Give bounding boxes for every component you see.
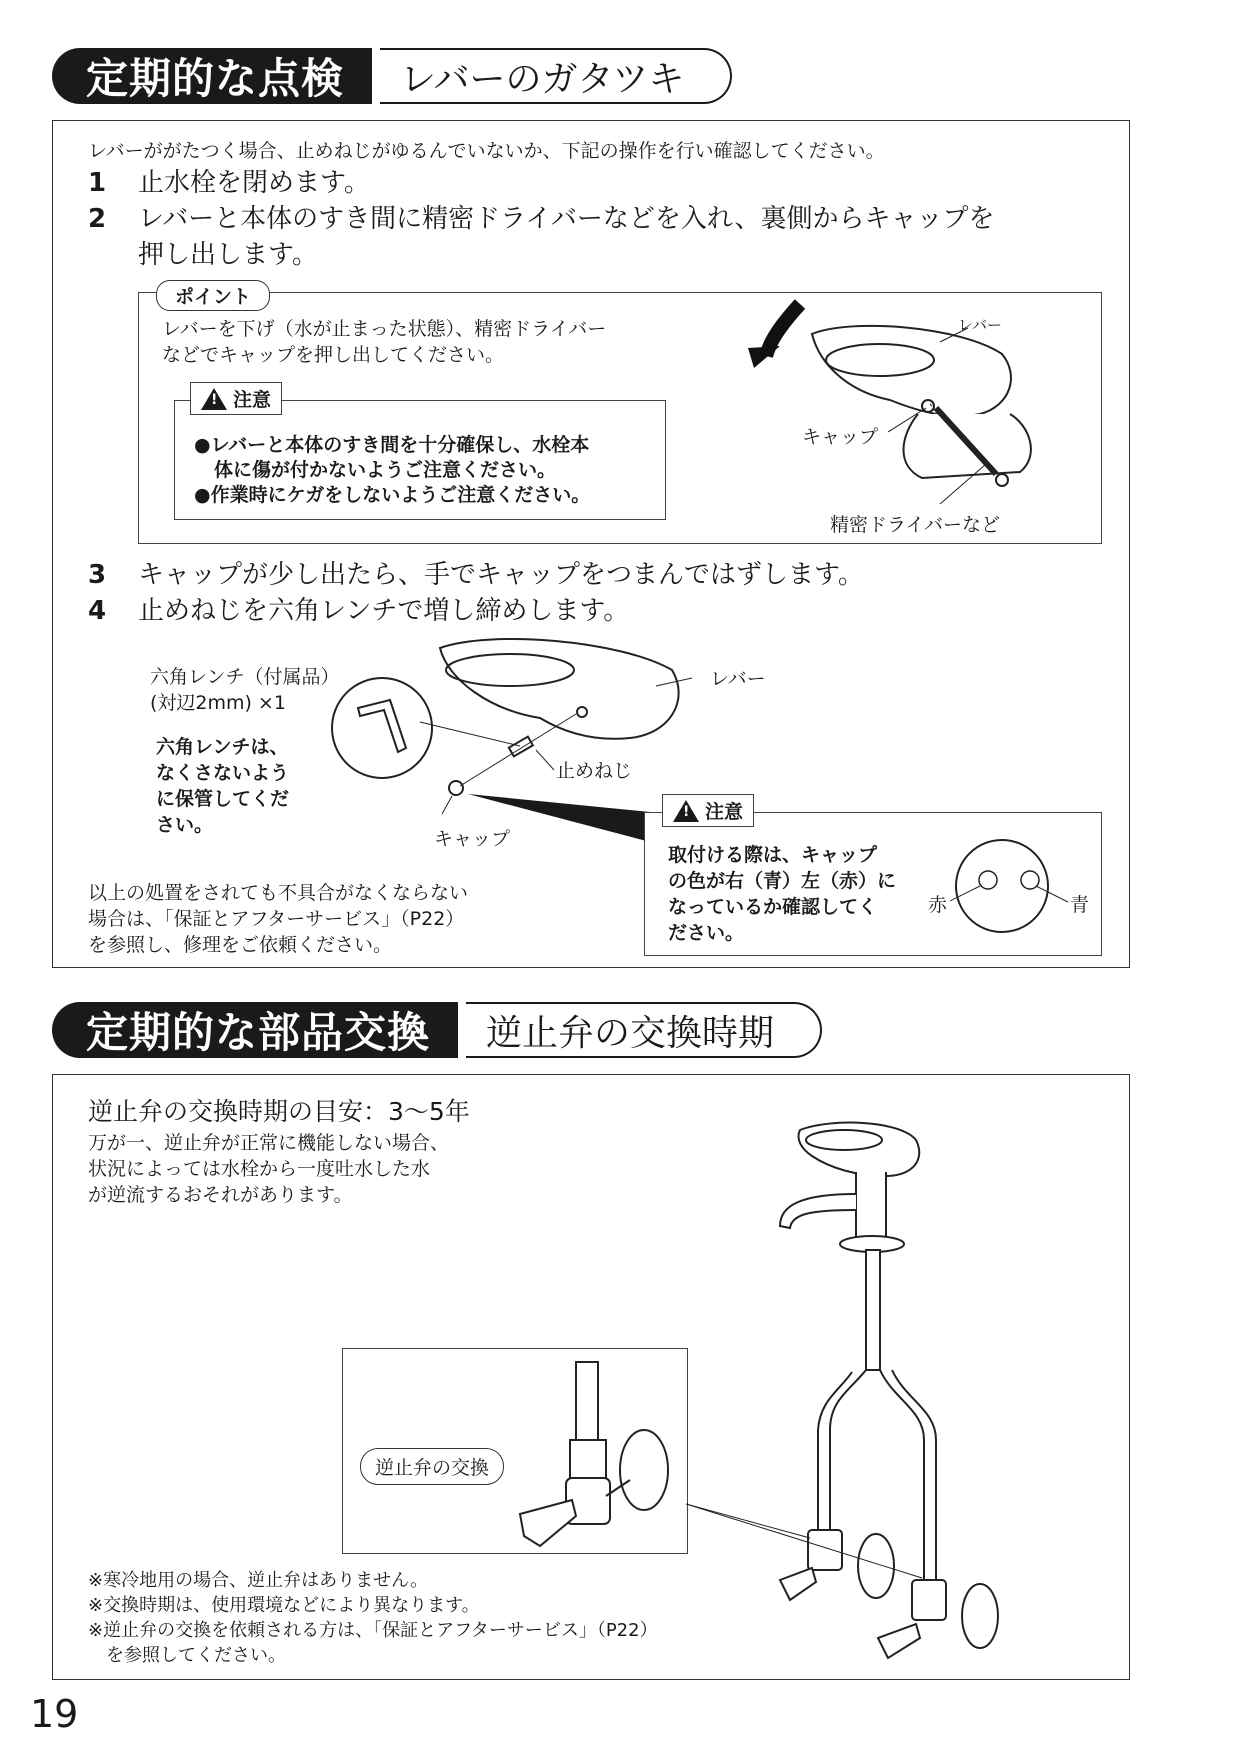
wrench-note-3: に保管してくだ <box>156 788 290 810</box>
section1-subtitle: レバーのガタツキ <box>380 48 732 104</box>
step-text: 止めねじを六角レンチで増し締めします。 <box>138 596 630 626</box>
cap-colors-figure <box>950 836 1080 936</box>
step-text: レバーと本体のすき間に精密ドライバーなどを入れ、裏側からキャップを <box>138 204 995 234</box>
wrench-circle <box>332 678 432 778</box>
blue-label: 青 <box>1070 894 1090 916</box>
wrench-note-2: なくさないよう <box>156 762 290 784</box>
section1-intro: レバーががたつく場合、止めねじがゆるんでいないか、下記の操作を行い確認してください。 <box>88 140 885 162</box>
section2-body-3: が逆流するおそれがあります。 <box>88 1184 353 1206</box>
caution-tab-2 <box>662 794 754 827</box>
step-text: キャップが少し出たら、手でキャップをつまんではずします。 <box>138 560 864 590</box>
section2-body-1: 万が一、逆止弁が正常に機能しない場合、 <box>88 1132 450 1154</box>
step-number: 4 <box>88 596 107 626</box>
caution-2-line3: なっているか確認してく <box>668 896 878 918</box>
caution-tab-1 <box>190 382 282 415</box>
note-2: ※交換時期は、使用環境などにより異なります。 <box>88 1595 480 1616</box>
caution-label: 注意 <box>233 389 272 411</box>
section1-header <box>52 48 732 104</box>
wrench-note-4: さい。 <box>156 814 214 836</box>
valve-handle-icon <box>520 1500 576 1546</box>
replacement-interval: 逆止弁の交換時期の目安：3〜5年 <box>88 1097 470 1126</box>
fig1-cap-label: キャップ <box>802 426 879 448</box>
cap-shape <box>449 781 463 795</box>
caution-1-line3: ●作業時にケガをしないようご注意ください。 <box>194 484 591 506</box>
section1-footer-1: 以上の処置をされても不具合がなくならない <box>88 882 469 904</box>
red-label: 赤 <box>928 894 948 916</box>
section1-title: 定期的な点検 <box>52 48 372 104</box>
faucet-body <box>856 1172 886 1246</box>
lever-driver-figure <box>740 296 1100 536</box>
check-valve-shape <box>570 1440 606 1480</box>
section1-footer-2: 場合は、「保証とアフターサービス」（P22） <box>88 908 465 930</box>
fig1-driver-label: 精密ドライバーなど <box>830 514 1001 536</box>
inset-leader-lines <box>686 1500 946 1600</box>
caution-1-line2: 体に傷が付かないようご注意ください。 <box>214 459 557 481</box>
wrench-label-1: 六角レンチ（付属品） <box>150 666 340 688</box>
point-label: ポイント <box>156 280 270 311</box>
arrow-head <box>748 346 780 368</box>
warning-icon <box>673 800 699 822</box>
note-4: を参照してください。 <box>88 1645 286 1666</box>
point-text-1: レバーを下げ（水が止まった状態）、精密ドライバー <box>162 318 607 340</box>
red-hole <box>979 871 997 889</box>
step-number: 1 <box>88 168 107 198</box>
caution-2-line4: ださい。 <box>668 922 745 944</box>
section1-footer-3: を参照し、修理をご依頼ください。 <box>88 934 393 956</box>
wrench-note-1: 六角レンチは、 <box>156 736 289 758</box>
caution-2-line2: の色が右（青）左（赤）に <box>668 870 897 892</box>
step-number: 3 <box>88 560 107 590</box>
section2-body-2: 状況によっては水栓から一度吐水した水 <box>88 1158 431 1180</box>
fig1-lever-label: レバー <box>958 316 1002 334</box>
step-3 <box>88 558 864 592</box>
step-1 <box>88 166 370 200</box>
wrench-label-2: (対辺2mm) ×1 <box>150 692 286 714</box>
section2-title: 定期的な部品交換 <box>52 1002 458 1058</box>
section2-subtitle: 逆止弁の交換時期 <box>466 1002 822 1058</box>
caution-1-line1: ●レバーと本体のすき間を十分確保し、水栓本 <box>194 434 590 456</box>
warning-icon <box>201 388 227 410</box>
note-1: ※寒冷地用の場合、逆止弁はありません。 <box>88 1570 429 1591</box>
fig2-lever-label: レバー <box>710 668 766 690</box>
fig2-screw-label: 止めねじ <box>556 760 633 782</box>
caution-2-line1: 取付ける際は、キャップ <box>668 844 878 866</box>
step-2 <box>88 202 994 236</box>
section2-header <box>52 1002 822 1058</box>
step-2-cont: 押し出します。 <box>138 240 318 270</box>
step-number: 2 <box>88 204 107 234</box>
caution-label: 注意 <box>705 801 744 823</box>
step-4 <box>88 594 629 628</box>
step-text: 止水栓を閉めます。 <box>138 168 370 198</box>
point-text-2: などでキャップを押し出してください。 <box>162 344 505 366</box>
supply-hose <box>866 1250 880 1370</box>
note-3: ※逆止弁の交換を依頼される方は、「保証とアフターサービス」（P22） <box>88 1620 658 1641</box>
fig2-cap-label: キャップ <box>434 828 511 850</box>
check-valve-callout: 逆止弁の交換 <box>360 1448 504 1485</box>
faucet-spout <box>780 1194 856 1228</box>
page-number: 19 <box>30 1692 79 1736</box>
